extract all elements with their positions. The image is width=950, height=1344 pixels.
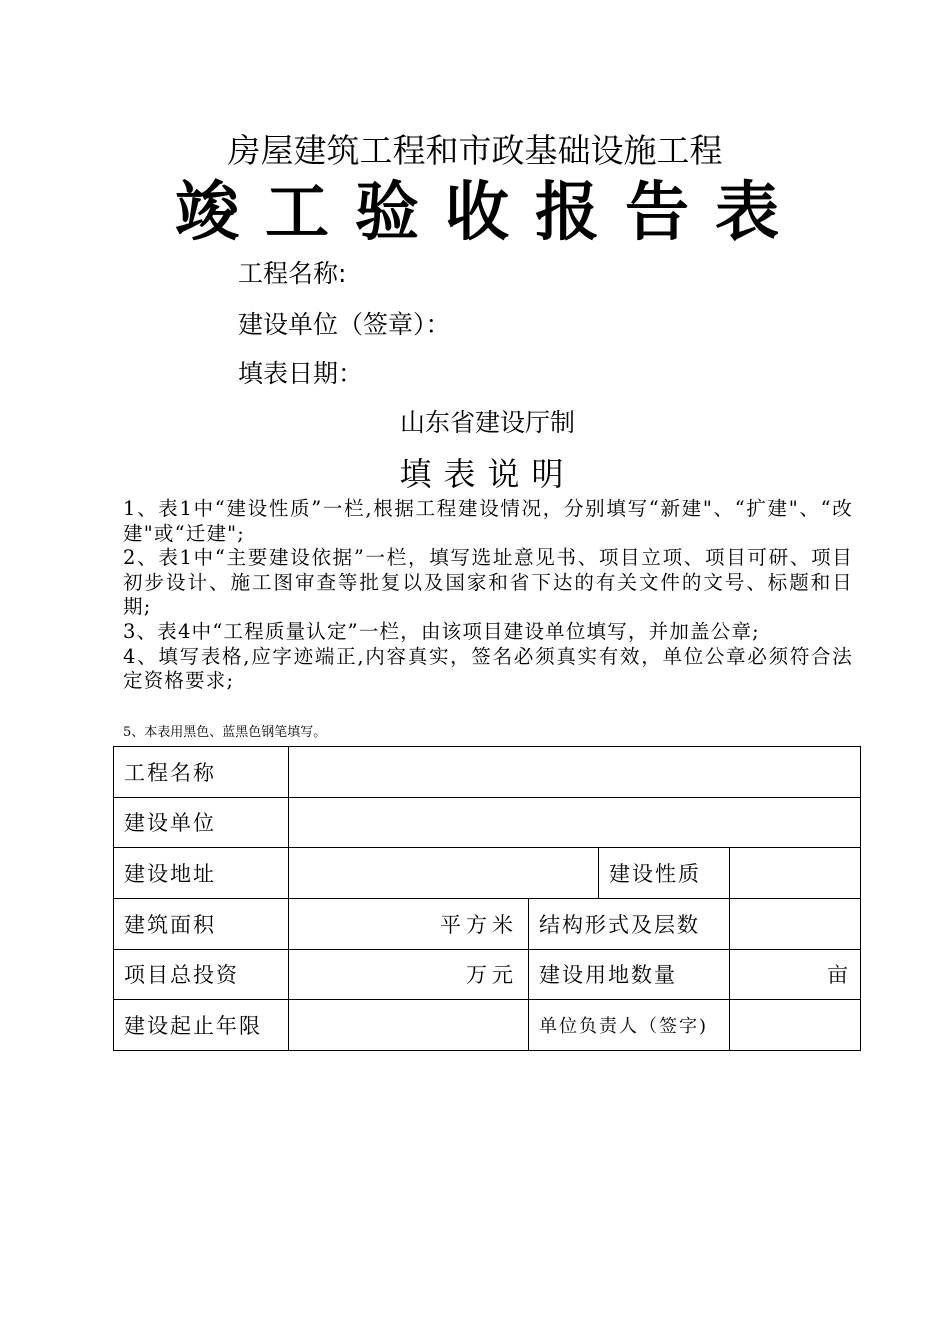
label-project-name: 工程名称: [114, 747, 289, 798]
value-period[interactable]: [289, 1000, 529, 1051]
label-area: 建筑面积: [114, 898, 289, 949]
instructions-list: [123, 497, 853, 694]
value-leader[interactable]: [730, 1000, 861, 1051]
instruction-item: 2、表1中“主要建设依据”一栏，填写选址意见书、项目立项、项目可研、项目初步设计、施工图审查等批复以及国家和省下达的有关文件的文号、标题和日期;: [123, 546, 853, 619]
table-row: [114, 747, 861, 798]
value-structure[interactable]: [730, 898, 861, 949]
label-address: 建设地址: [114, 848, 289, 899]
table-row: [114, 949, 861, 1000]
value-investment-unit[interactable]: 万元: [289, 949, 529, 1000]
instruction-item: 4、填写表格,应字迹端正,内容真实，签名必须真实有效，单位公章必须符合法定资格要求;: [123, 644, 853, 693]
instructions-heading: 填表说明: [399, 455, 576, 493]
value-nature[interactable]: [730, 848, 861, 899]
label-structure: 结构形式及层数: [529, 898, 730, 949]
value-builder-unit[interactable]: [289, 797, 861, 848]
project-name-field: 工程名称:: [238, 259, 347, 288]
label-nature: 建设性质: [599, 848, 730, 899]
issuer: 山东省建设厅制: [399, 408, 575, 437]
table-row: [114, 898, 861, 949]
label-land: 建设用地数量: [529, 949, 730, 1000]
value-land-unit[interactable]: 亩: [730, 949, 861, 1000]
value-area-unit[interactable]: 平方米: [289, 898, 529, 949]
table-row: [114, 848, 861, 899]
table-row: [114, 1000, 861, 1051]
builder-unit-field: 建设单位（签章）：: [238, 310, 451, 339]
label-leader: 单位负责人（签字): [529, 1000, 730, 1051]
instruction-item: 3、表4中“工程质量认定”一栏，由该项目建设单位填写，并加盖公章;: [123, 619, 760, 643]
label-period: 建设起止年限: [114, 1000, 289, 1051]
title-line-1: 房屋建筑工程和市政基础设施工程: [227, 131, 723, 170]
value-address[interactable]: [289, 848, 599, 899]
table-row: [114, 797, 861, 848]
value-project-name[interactable]: [289, 747, 861, 798]
instruction-item: 1、表1中“建设性质”一栏,根据工程建设情况，分别填写“新建"、“扩建"、“改建"或“迁建";: [123, 497, 853, 545]
project-info-table: [113, 746, 861, 1051]
label-builder-unit: 建设单位: [114, 797, 289, 848]
title-line-2: 竣工验收报告表: [175, 176, 805, 250]
fill-date-field: 填表日期：: [238, 359, 364, 388]
instruction-item-small: 5、本表用黑色、蓝黑色钢笔填写。: [123, 725, 327, 740]
label-investment: 项目总投资: [114, 949, 289, 1000]
